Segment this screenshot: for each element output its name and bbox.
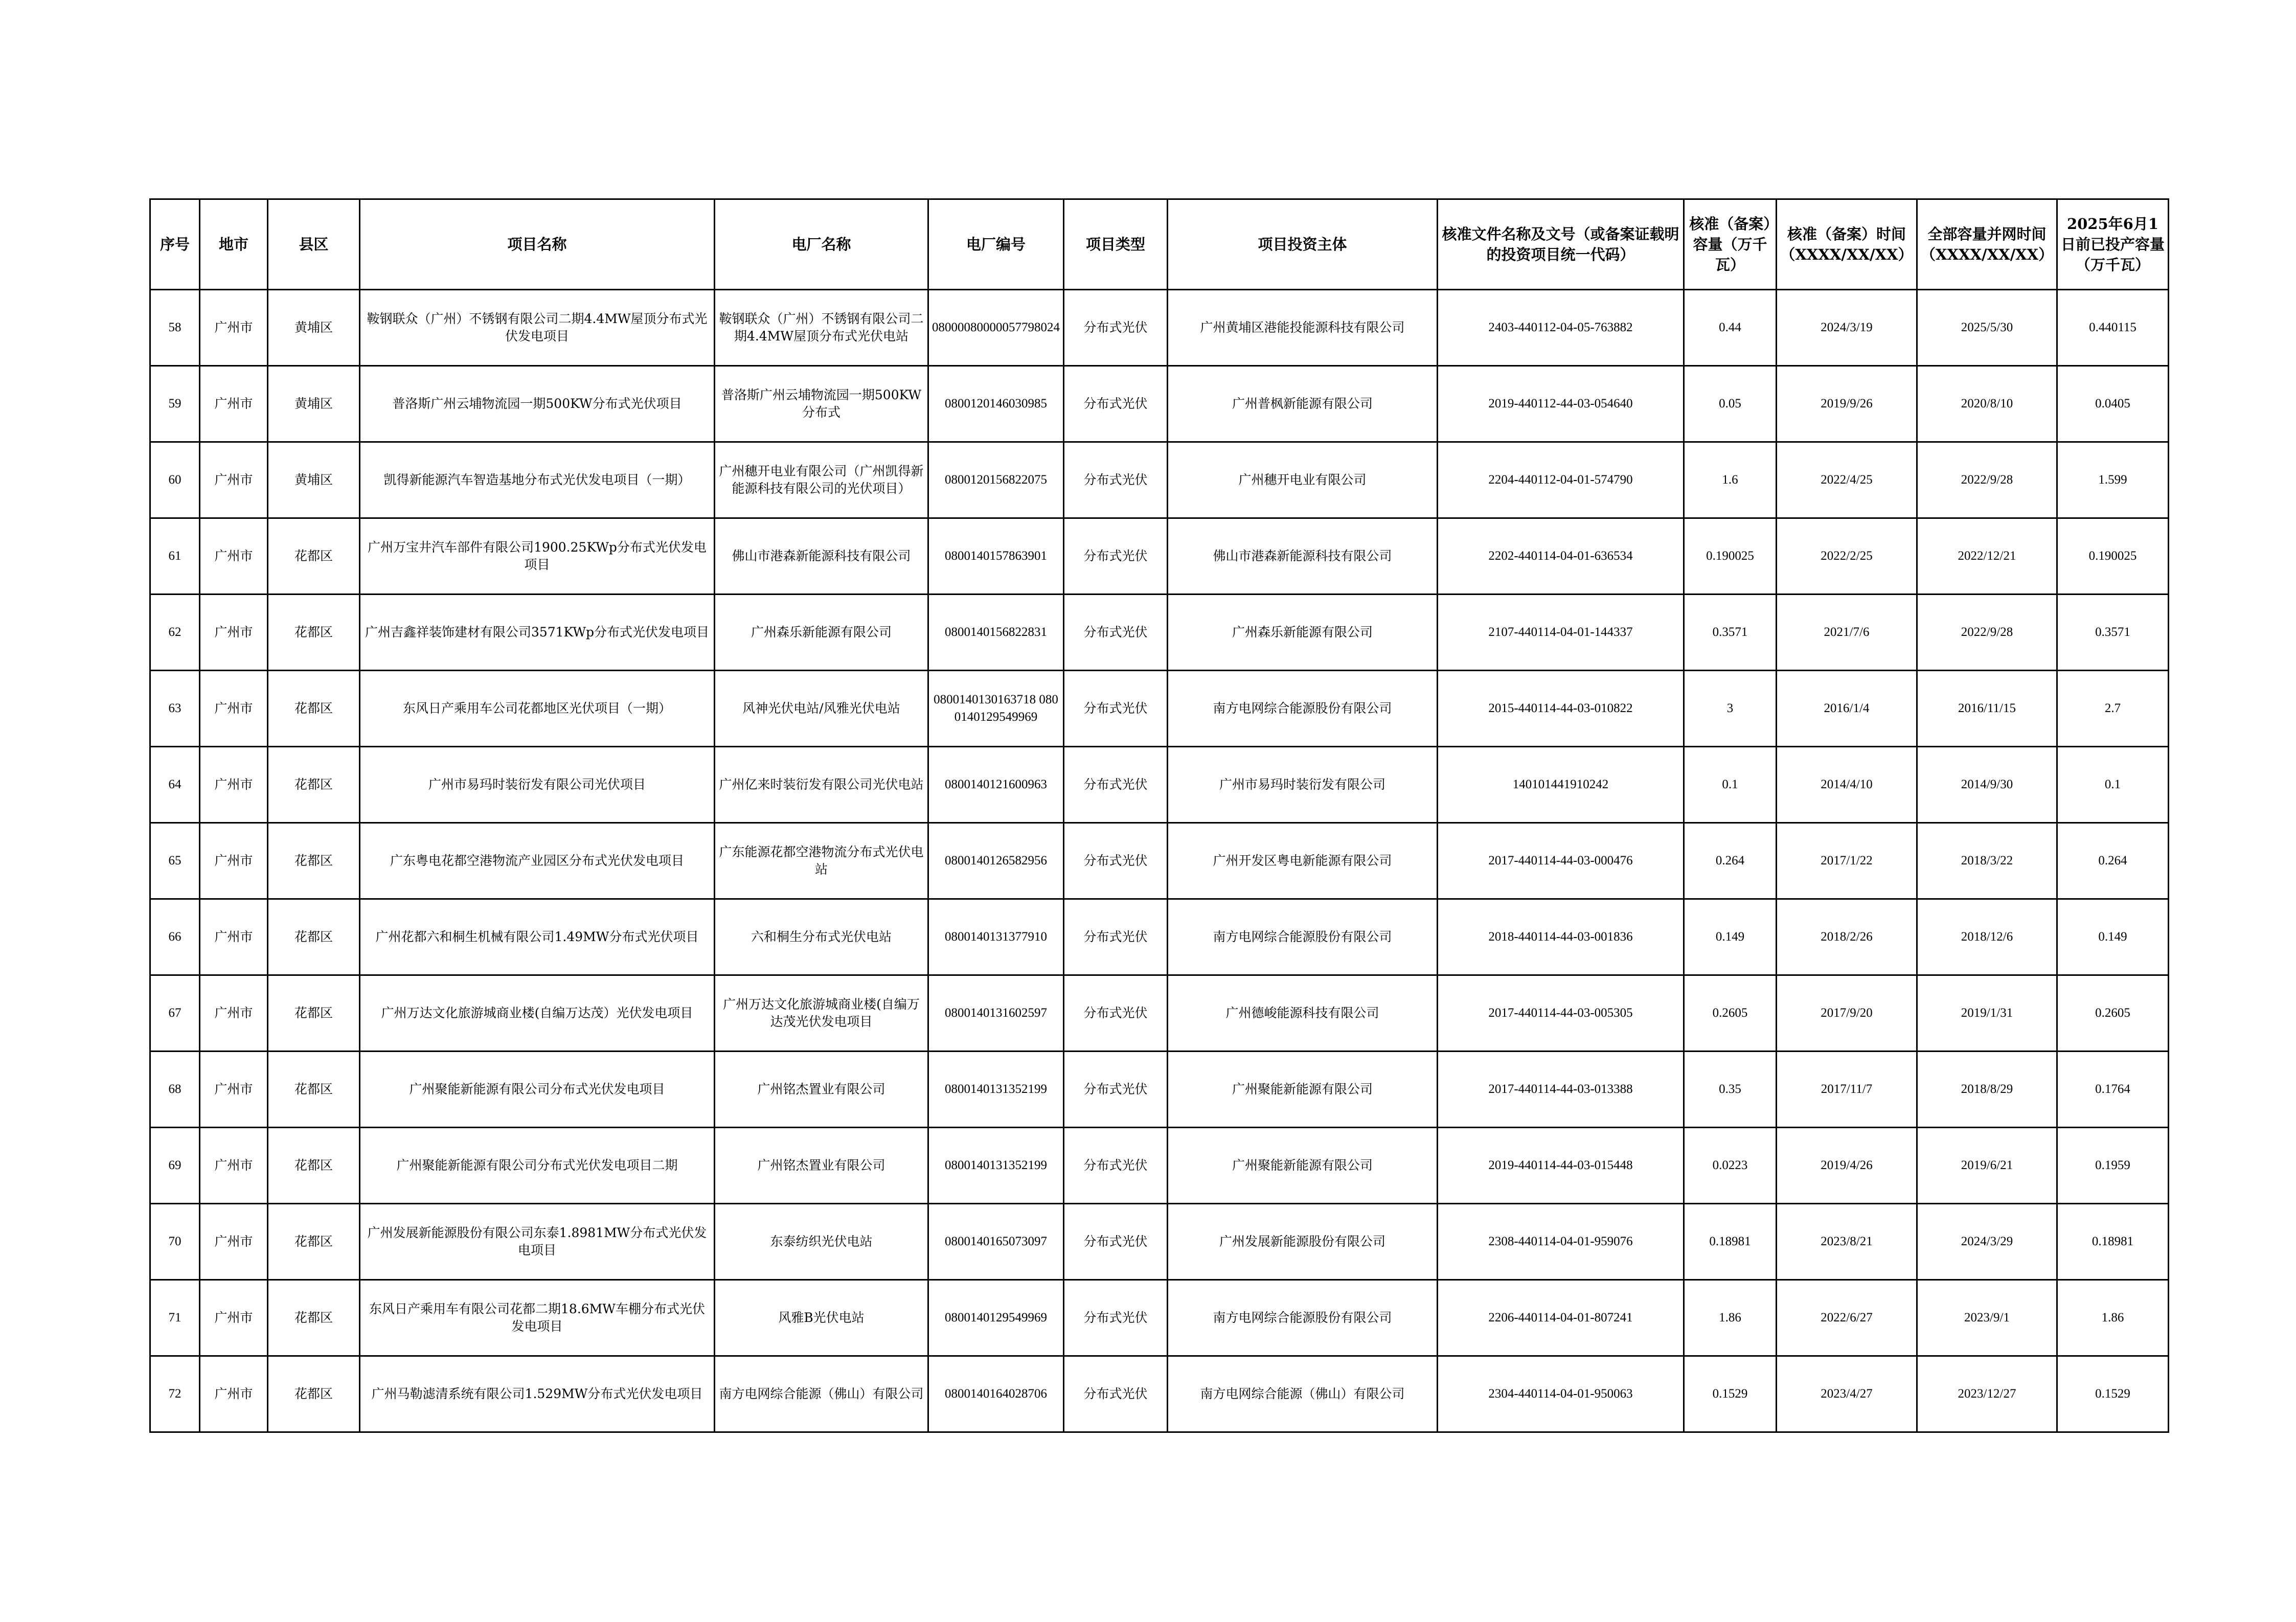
table-row [150,442,2169,518]
project-type-cell: 分布式光伏 [1064,442,1168,518]
operating-capacity-cell: 0.3571 [2057,595,2169,671]
row-number-cell: 58 [150,290,200,366]
grid-connection-date-cell: 2014/9/30 [1917,747,2057,823]
project-type-cell: 分布式光伏 [1064,1204,1168,1280]
district-cell: 黄埔区 [268,366,360,442]
investor-cell: 广州市易玛时装衍发有限公司 [1168,747,1438,823]
table-row [150,1052,2169,1128]
approved-capacity-cell: 0.190025 [1684,518,1777,595]
approval-code-cell: 2304-440114-04-01-950063 [1438,1356,1684,1432]
operating-capacity-cell: 0.190025 [2057,518,2169,595]
project-type-cell: 分布式光伏 [1064,595,1168,671]
approved-capacity-cell: 0.1529 [1684,1356,1777,1432]
district-cell: 花都区 [268,1280,360,1356]
plant-id-cell: 080014016507309​7 [928,1204,1064,1280]
approval-date-cell: 2023/4/27 [1777,1356,1917,1432]
plant-name-cell: 六和桐生分布式光伏电站 [715,899,928,975]
city-cell: 广州市 [200,975,268,1052]
project-name-cell: 广东粤电花都空港物流产业园区分布式光伏发电项目 [360,823,715,899]
project-type-cell: 分布式光伏 [1064,671,1168,747]
grid-connection-date-cell: 2022/12/21 [1917,518,2057,595]
table-row [150,1204,2169,1280]
project-type-cell: 分布式光伏 [1064,1280,1168,1356]
plant-name-cell: 佛山市港森新能源科技有限公司 [715,518,928,595]
approval-date-cell: 2017/11/7 [1777,1052,1917,1128]
city-cell: 广州市 [200,747,268,823]
plant-name-cell: 东泰纺织光伏电站 [715,1204,928,1280]
approved-capacity-cell: 0.1 [1684,747,1777,823]
project-name-cell: 广州万达文化旅游城商业楼(自编万达茂）光伏发电项目 [360,975,715,1052]
table-row [150,1280,2169,1356]
plant-id-cell: 080014015786390​1 [928,518,1064,595]
operating-capacity-cell: 0.1764 [2057,1052,2169,1128]
approval-code-cell: 2018-440114-44-03-001836 [1438,899,1684,975]
row-number-cell: 60 [150,442,200,518]
approved-capacity-cell: 1.6 [1684,442,1777,518]
plant-name-cell: 广州铭杰置业有限公司 [715,1128,928,1204]
header-cell: 项目投资主体 [1168,199,1438,290]
operating-capacity-cell: 0.1959 [2057,1128,2169,1204]
operating-capacity-cell: 0.2605 [2057,975,2169,1052]
city-cell: 广州市 [200,1356,268,1432]
district-cell: 花都区 [268,1356,360,1432]
approved-capacity-cell: 1.86 [1684,1280,1777,1356]
table-row [150,823,2169,899]
approved-capacity-cell: 3 [1684,671,1777,747]
approval-date-cell: 2016/1/4 [1777,671,1917,747]
city-cell: 广州市 [200,1128,268,1204]
grid-connection-date-cell: 2022/9/28 [1917,595,2057,671]
row-number-cell: 59 [150,366,200,442]
row-number-cell: 71 [150,1280,200,1356]
project-name-cell: 广州聚能新能源有限公司分布式光伏发电项目 [360,1052,715,1128]
plant-id-cell: 080014012954996​9 [928,1280,1064,1356]
project-type-cell: 分布式光伏 [1064,290,1168,366]
approval-code-cell: 2017-440114-44-03-005305 [1438,975,1684,1052]
approval-date-cell: 2019/4/26 [1777,1128,1917,1204]
table-row [150,1356,2169,1432]
header-cell: 全部容量并网时间（XXXX/XX/XX） [1917,199,2057,290]
project-type-cell: 分布式光伏 [1064,1128,1168,1204]
plant-name-cell: 广州亿来时装衍发有限公司光伏电站 [715,747,928,823]
investor-cell: 广州聚能新能源有限公司 [1168,1052,1438,1128]
investor-cell: 广州黄埔区港能投能源科技有限公司 [1168,290,1438,366]
investor-cell: 广州森乐新能源有限公司 [1168,595,1438,671]
grid-connection-date-cell: 2024/3/29 [1917,1204,2057,1280]
header-cell: 核准（备案）容量（万千瓦） [1684,199,1777,290]
header-cell: 地市 [200,199,268,290]
project-name-cell: 广州市易玛时装衍发有限公司光伏项目 [360,747,715,823]
approved-capacity-cell: 0.35 [1684,1052,1777,1128]
header-cell: 项目类型 [1064,199,1168,290]
investor-cell: 佛山市港森新能源科技有限公司 [1168,518,1438,595]
project-type-cell: 分布式光伏 [1064,366,1168,442]
project-type-cell: 分布式光伏 [1064,1356,1168,1432]
approval-code-cell: 2206-440114-04-01-807241 [1438,1280,1684,1356]
approval-code-cell: 2202-440114-04-01-636534 [1438,518,1684,595]
approval-code-cell: 2107-440114-04-01-144337 [1438,595,1684,671]
project-name-cell: 凯得新能源汽车智造基地分布式光伏发电项目（一期） [360,442,715,518]
grid-connection-date-cell: 2018/12/6 [1917,899,2057,975]
row-number-cell: 64 [150,747,200,823]
project-type-cell: 分布式光伏 [1064,975,1168,1052]
header-cell: 核准（备案）时间（XXXX/XX/XX） [1777,199,1917,290]
approval-code-cell: 2017-440114-44-03-013388 [1438,1052,1684,1128]
approved-capacity-cell: 0.05 [1684,366,1777,442]
project-name-cell: 广州聚能新能源有限公司分布式光伏发电项目二期 [360,1128,715,1204]
grid-connection-date-cell: 2023/12/27 [1917,1356,2057,1432]
operating-capacity-cell: 0.149 [2057,899,2169,975]
approved-capacity-cell: 0.264 [1684,823,1777,899]
plant-name-cell: 广州铭杰置业有限公司 [715,1052,928,1128]
table-row [150,671,2169,747]
table-row [150,595,2169,671]
district-cell: 花都区 [268,899,360,975]
plant-id-cell: 080014013135219​9 [928,1052,1064,1128]
grid-connection-date-cell: 2019/6/21 [1917,1128,2057,1204]
district-cell: 花都区 [268,823,360,899]
project-name-cell: 广州发展新能源股份有限公司东泰1.8981MW分布式光伏发电项目 [360,1204,715,1280]
investor-cell: 南方电网综合能源股份有限公司 [1168,1280,1438,1356]
district-cell: 花都区 [268,595,360,671]
city-cell: 广州市 [200,671,268,747]
plant-id-cell: 080014015682283​1 [928,595,1064,671]
header-cell: 县区 [268,199,360,290]
operating-capacity-cell: 1.599 [2057,442,2169,518]
approved-capacity-cell: 0.44 [1684,290,1777,366]
investor-cell: 广州普枫新能源有限公司 [1168,366,1438,442]
grid-connection-date-cell: 2020/8/10 [1917,366,2057,442]
operating-capacity-cell: 1.86 [2057,1280,2169,1356]
district-cell: 花都区 [268,975,360,1052]
approval-date-cell: 2022/2/25 [1777,518,1917,595]
plant-name-cell: 广州穗开电业有限公司（广州凯得新能源科技有限公司的光伏项目） [715,442,928,518]
grid-connection-date-cell: 2016/11/15 [1917,671,2057,747]
approval-date-cell: 2021/7/6 [1777,595,1917,671]
approval-date-cell: 2014/4/10 [1777,747,1917,823]
operating-capacity-cell: 0.264 [2057,823,2169,899]
row-number-cell: 72 [150,1356,200,1432]
city-cell: 广州市 [200,518,268,595]
approval-date-cell: 2019/9/26 [1777,366,1917,442]
header-cell: 序号 [150,199,200,290]
investor-cell: 南方电网综合能源股份有限公司 [1168,899,1438,975]
table-row [150,290,2169,366]
approval-date-cell: 2023/8/21 [1777,1204,1917,1280]
approval-code-cell: 2403-440112-04-05-763882 [1438,290,1684,366]
plant-id-cell: 080014013137791​0 [928,899,1064,975]
table-row [150,518,2169,595]
plant-name-cell: 鞍钢联众（广州）不锈钢有限公司二期4.4MW屋顶分布式光伏电站 [715,290,928,366]
plant-name-cell: 风雅B光伏电站 [715,1280,928,1356]
district-cell: 花都区 [268,671,360,747]
row-number-cell: 67 [150,975,200,1052]
operating-capacity-cell: 0.1529 [2057,1356,2169,1432]
project-table [149,198,2169,1433]
grid-connection-date-cell: 2022/9/28 [1917,442,2057,518]
project-name-cell: 鞍钢联众（广州）不锈钢有限公司二期4.4MW屋顶分布式光伏发电项目 [360,290,715,366]
project-type-cell: 分布式光伏 [1064,899,1168,975]
header-cell: 核准文件名称及文号（或备案证载明的投资项目统一代码） [1438,199,1684,290]
city-cell: 广州市 [200,1204,268,1280]
header-cell: 电厂编号 [928,199,1064,290]
district-cell: 花都区 [268,747,360,823]
plant-id-cell: 0800008000005779802​4 [928,290,1064,366]
project-name-cell: 广州花都六和桐生机械有限公司1.49MW分布式光伏项目 [360,899,715,975]
city-cell: 广州市 [200,290,268,366]
plant-name-cell: 风神光伏电站/风雅光伏电站 [715,671,928,747]
project-type-cell: 分布式光伏 [1064,1052,1168,1128]
plant-id-cell: 080014012160096​3 [928,747,1064,823]
grid-connection-date-cell: 2023/9/1 [1917,1280,2057,1356]
grid-connection-date-cell: 2018/3/22 [1917,823,2057,899]
plant-id-cell: 080014016402870​6 [928,1356,1064,1432]
table-row [150,899,2169,975]
district-cell: 花都区 [268,1052,360,1128]
plant-name-cell: 广州万达文化旅游城商业楼(自编万达茂光伏发电项目 [715,975,928,1052]
row-number-cell: 63 [150,671,200,747]
row-number-cell: 70 [150,1204,200,1280]
plant-id-cell: 0800140130163718 0800140129549969 [928,671,1064,747]
city-cell: 广州市 [200,595,268,671]
district-cell: 花都区 [268,1128,360,1204]
plant-id-cell: 080012015682207​5 [928,442,1064,518]
plant-id-cell: 080012014603098​5 [928,366,1064,442]
approved-capacity-cell: 0.149 [1684,899,1777,975]
district-cell: 花都区 [268,1204,360,1280]
table-row [150,1128,2169,1204]
project-name-cell: 普洛斯广州云埔物流园一期500KW分布式光伏项目 [360,366,715,442]
city-cell: 广州市 [200,442,268,518]
project-name-cell: 广州万宝井汽车部件有限公司1900.25KWp分布式光伏发电项目 [360,518,715,595]
operating-capacity-cell: 0.440115 [2057,290,2169,366]
table-row [150,747,2169,823]
plant-id-cell: 080014013135219​9 [928,1128,1064,1204]
table-row [150,975,2169,1052]
approval-code-cell: 2017-440114-44-03-000476 [1438,823,1684,899]
approval-code-cell: 2204-440112-04-01-574790 [1438,442,1684,518]
table-row [150,366,2169,442]
project-name-cell: 东风日产乘用车公司花都地区光伏项目（一期） [360,671,715,747]
row-number-cell: 62 [150,595,200,671]
header-cell: 项目名称 [360,199,715,290]
project-name-cell: 广州吉鑫祥装饰建材有限公司3571KWp分布式光伏发电项目 [360,595,715,671]
investor-cell: 广州聚能新能源有限公司 [1168,1128,1438,1204]
project-type-cell: 分布式光伏 [1064,823,1168,899]
city-cell: 广州市 [200,899,268,975]
city-cell: 广州市 [200,1280,268,1356]
approval-date-cell: 2017/1/22 [1777,823,1917,899]
approval-code-cell: 2015-440114-44-03-010822 [1438,671,1684,747]
approved-capacity-cell: 0.2605 [1684,975,1777,1052]
district-cell: 花都区 [268,518,360,595]
approved-capacity-cell: 0.0223 [1684,1128,1777,1204]
investor-cell: 广州穗开电业有限公司 [1168,442,1438,518]
project-name-cell: 广州马勒滤清系统有限公司1.529MW分布式光伏发电项目 [360,1356,715,1432]
approval-date-cell: 2022/6/27 [1777,1280,1917,1356]
investor-cell: 广州德峻能源科技有限公司 [1168,975,1438,1052]
plant-name-cell: 广州森乐新能源有限公司 [715,595,928,671]
operating-capacity-cell: 0.1 [2057,747,2169,823]
approved-capacity-cell: 0.3571 [1684,595,1777,671]
investor-cell: 广州开发区粤电新能源有限公司 [1168,823,1438,899]
row-number-cell: 69 [150,1128,200,1204]
approval-date-cell: 2017/9/20 [1777,975,1917,1052]
header-row [150,199,2169,290]
operating-capacity-cell: 0.0405 [2057,366,2169,442]
approval-date-cell: 2018/2/26 [1777,899,1917,975]
header-cell: 2025年6月1日前已投产容量（万千瓦） [2057,199,2169,290]
city-cell: 广州市 [200,823,268,899]
plant-name-cell: 南方电网综合能源（佛山）有限公司 [715,1356,928,1432]
row-number-cell: 61 [150,518,200,595]
city-cell: 广州市 [200,1052,268,1128]
header-cell: 电厂名称 [715,199,928,290]
plant-name-cell: 广东能源花都空港物流分布式光伏电站 [715,823,928,899]
approved-capacity-cell: 0.18981 [1684,1204,1777,1280]
row-number-cell: 66 [150,899,200,975]
project-type-cell: 分布式光伏 [1064,747,1168,823]
plant-id-cell: 080014013160259​7 [928,975,1064,1052]
investor-cell: 广州发展新能源股份有限公司 [1168,1204,1438,1280]
grid-connection-date-cell: 2019/1/31 [1917,975,2057,1052]
project-name-cell: 东风日产乘用车有限公司花都二期18.6MW车棚分布式光伏发电项目 [360,1280,715,1356]
city-cell: 广州市 [200,366,268,442]
approval-code-cell: 2308-440114-04-01-959076 [1438,1204,1684,1280]
approval-date-cell: 2024/3/19 [1777,290,1917,366]
grid-connection-date-cell: 2018/8/29 [1917,1052,2057,1128]
row-number-cell: 68 [150,1052,200,1128]
project-type-cell: 分布式光伏 [1064,518,1168,595]
district-cell: 黄埔区 [268,290,360,366]
plant-name-cell: 普洛斯广州云埔物流园一期500KW分布式 [715,366,928,442]
approval-code-cell: 2019-440114-44-03-015448 [1438,1128,1684,1204]
plant-id-cell: 080014012658295​6 [928,823,1064,899]
investor-cell: 南方电网综合能源（佛山）有限公司 [1168,1356,1438,1432]
approval-code-cell: 2019-440112-44-03-054640 [1438,366,1684,442]
operating-capacity-cell: 0.18981 [2057,1204,2169,1280]
operating-capacity-cell: 2.7 [2057,671,2169,747]
approval-code-cell: 140101441910242 [1438,747,1684,823]
approval-date-cell: 2022/4/25 [1777,442,1917,518]
table-body [150,290,2169,1432]
row-number-cell: 65 [150,823,200,899]
grid-connection-date-cell: 2025/5/30 [1917,290,2057,366]
district-cell: 黄埔区 [268,442,360,518]
investor-cell: 南方电网综合能源股份有限公司 [1168,671,1438,747]
